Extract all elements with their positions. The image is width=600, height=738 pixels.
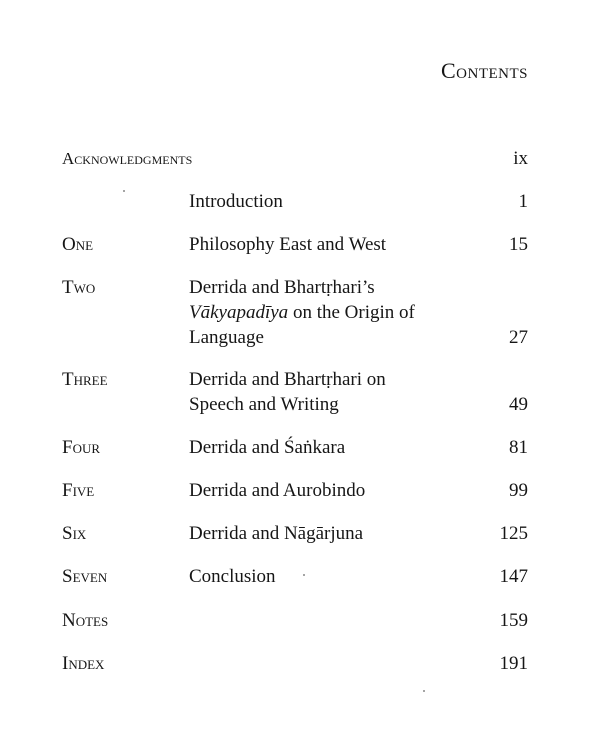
page-number: 147 — [499, 566, 528, 587]
chapter-label: Two — [62, 277, 96, 298]
entry-title: Conclusion — [189, 566, 276, 587]
chapter-label: Notes — [62, 610, 109, 631]
page-number: 15 — [509, 234, 528, 255]
entry-title: Derrida and Śaṅkara — [189, 437, 346, 458]
entry-title-line: Speech and Writing — [189, 394, 339, 415]
chapter-label: Seven — [62, 566, 108, 587]
chapter-label: Three — [62, 369, 108, 390]
scan-speck — [303, 574, 305, 576]
entry-title: Derrida and Aurobindo — [189, 480, 366, 501]
chapter-label: Index — [62, 653, 105, 674]
entry-title-line: Derrida and Bhartṛhari on — [189, 369, 386, 390]
page-number: 99 — [509, 480, 528, 501]
page-number: 27 — [509, 327, 528, 348]
entry-title: Introduction — [189, 191, 283, 212]
entry-title: Derrida and Nāgārjuna — [189, 523, 364, 544]
page-number: 125 — [499, 523, 528, 544]
page-number: 1 — [518, 191, 528, 212]
entry-title: Philosophy East and West — [189, 234, 387, 255]
page-number: ix — [513, 148, 528, 169]
chapter-label: One — [62, 234, 94, 255]
entry-title-fragment: on the Origin of — [288, 302, 415, 323]
page-number: 81 — [509, 437, 528, 458]
chapter-label: Six — [62, 523, 87, 544]
italic-work-title: Vākyapadīya — [189, 302, 289, 323]
entry-title-line: Language — [189, 327, 264, 348]
chapter-label: Four — [62, 437, 101, 458]
entry-title-line: Derrida and Bhartṛhari’s — [189, 277, 375, 298]
scan-speck — [123, 190, 125, 192]
scan-speck — [423, 690, 425, 692]
chapter-label: Five — [62, 480, 95, 501]
page-number: 49 — [509, 394, 528, 415]
page-title: Contents — [440, 58, 528, 83]
entry-title-line — [189, 300, 474, 325]
page-number: 191 — [499, 653, 528, 674]
page-number: 159 — [499, 610, 528, 631]
chapter-label: Acknowledgments — [62, 149, 193, 168]
